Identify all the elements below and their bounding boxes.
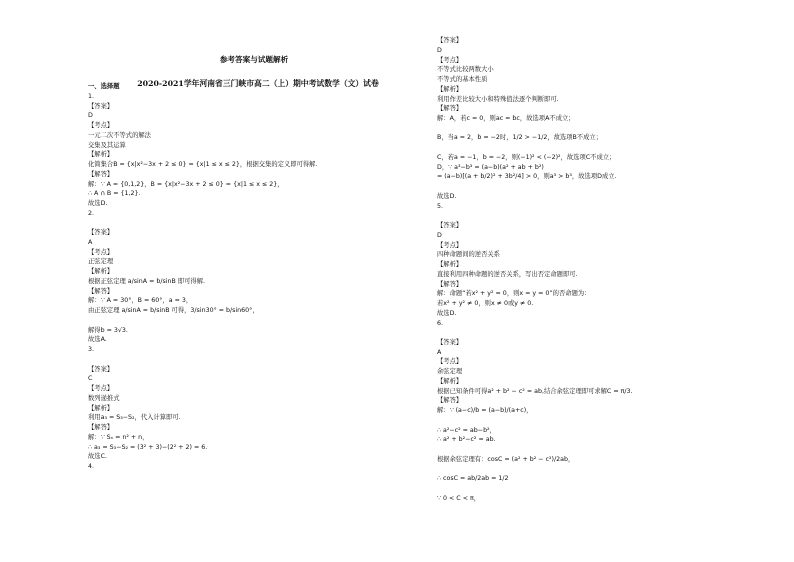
text-line: 由正弦定理 a/sinA = b/sinB 可得，3/sin30° = b/sin60°， xyxy=(88,307,259,315)
text-line: 【答案】 xyxy=(88,229,114,237)
text-line: 余弦定理 xyxy=(437,368,463,376)
text-line xyxy=(437,328,737,338)
text-line: 【考点】 xyxy=(88,248,114,256)
text-line: 解：∵ Sₙ = n² + n， xyxy=(88,433,149,441)
text-line: 解：∵ A = {0,1,2}，B = {x|x²−3x + 2 ≤ 0} = {x|1 ≤ x ≤ 2}， xyxy=(88,180,284,188)
section-heading: 一、选择题 xyxy=(88,83,120,90)
text-line: 1. xyxy=(88,92,95,100)
text-line: 【解析】 xyxy=(88,268,114,276)
text-line: ∵ 0 < C < π， xyxy=(437,494,481,502)
text-line: ∴ a² + b²−c² = ab. xyxy=(437,436,496,444)
text-line: 【解答】 xyxy=(437,105,463,113)
text-line: A xyxy=(437,348,442,356)
text-line xyxy=(437,124,737,134)
text-line: 【考点】 xyxy=(437,358,463,366)
text-line: 【解答】 xyxy=(437,397,463,405)
text-line: 不等式比较两数大小 xyxy=(437,66,494,74)
text-line: D xyxy=(88,112,93,120)
text-line: D，∵ a³−b³ = (a−b)(a² + ab + b²) xyxy=(437,163,544,171)
text-line: 【解析】 xyxy=(437,85,463,93)
text-line: 【解答】 xyxy=(437,280,463,288)
text-line: A xyxy=(88,238,93,246)
text-line xyxy=(88,316,388,326)
text-line: 【解析】 xyxy=(437,261,463,268)
text-line: 解：∵ A = 30°，B = 60°，a = 3， xyxy=(88,297,193,305)
text-line: 解：∵ (a−c)/b = (a−b)/(a+c)， xyxy=(437,407,533,415)
text-line: 4. xyxy=(88,463,95,471)
text-line: 【答案】 xyxy=(88,365,114,373)
text-line: 利用a₃ = S₃−S₂，代入计算即可. xyxy=(88,414,181,422)
text-line: ∴ a²−c² = ab−b²， xyxy=(437,426,496,434)
text-line: 解：命题“若x² + y² = 0，则x = y = 0”的否命题为： xyxy=(437,290,591,298)
text-line: 利用作差比较大小和特殊值法逐个判断即可. xyxy=(437,95,559,103)
text-line: 故选D. xyxy=(437,309,457,317)
text-line: 【解答】 xyxy=(88,287,114,295)
text-line: 【解答】 xyxy=(88,170,114,178)
text-line: 四种命题间的逆否关系 xyxy=(437,251,500,259)
text-line: ∴ a₃ = S₃−S₂ = (3² + 3)−(2² + 2) = 6. xyxy=(88,443,208,451)
text-line: 3. xyxy=(88,346,95,354)
text-line: 【答案】 xyxy=(88,102,114,110)
text-line xyxy=(437,484,737,494)
left-column xyxy=(88,52,388,472)
text-line: 【考点】 xyxy=(437,241,463,249)
text-line: 一元二次不等式的解法 xyxy=(88,131,151,139)
text-line: 5. xyxy=(437,202,444,210)
text-line: 故选D. xyxy=(437,192,457,200)
text-line: 2. xyxy=(88,209,95,217)
text-line: B，当a = 2，b = −2时，1/2 > −1/2，故选项B不成立； xyxy=(437,134,603,142)
text-line: 根据正弦定理 a/sinA = b/sinB 即可得解. xyxy=(88,277,206,285)
text-line: 正弦定理 xyxy=(88,258,114,266)
right-column xyxy=(437,36,737,503)
text-line xyxy=(88,355,388,365)
right-column-lines xyxy=(437,36,737,503)
text-line: 【答案】 xyxy=(437,37,463,44)
text-line: ∴ A ∩ B = {1,2}. xyxy=(88,190,141,198)
text-line: 【答案】 xyxy=(437,222,463,229)
text-line: 根据已知条件可得a² + b² − c² = ab,结合余弦定理即可求解C = π/3. xyxy=(437,387,633,395)
text-line: C xyxy=(88,375,93,383)
text-line xyxy=(437,182,737,192)
text-line: 【答案】 xyxy=(437,338,463,346)
text-line: 交集及其运算 xyxy=(88,141,126,149)
page-title: 参考答案与试题解析 xyxy=(219,55,289,64)
text-line: ∴ cosC = ab/2ab = 1/2 xyxy=(437,475,509,483)
text-line: 若x² + y² ≠ 0，则x ≠ 0或y ≠ 0. xyxy=(437,300,534,307)
text-line: 故选D. xyxy=(88,200,108,207)
text-line: 【解析】 xyxy=(437,377,463,385)
text-line xyxy=(437,211,737,221)
text-line xyxy=(437,465,737,475)
text-line: 根据余弦定理有：cosC = (a² + b² − c²)/2ab， xyxy=(437,455,575,463)
text-line xyxy=(437,416,737,426)
exam-subtitle: 2020-2021学年河南省三门峡市高二（上）期中考试数学（文）试卷 xyxy=(137,79,379,88)
text-line: 【解析】 xyxy=(88,404,114,412)
text-line: D xyxy=(437,231,442,239)
text-line: 【考点】 xyxy=(88,385,114,393)
text-line: 【考点】 xyxy=(437,56,463,64)
text-line: 【考点】 xyxy=(88,122,114,129)
text-line: 直接利用四种命题的逆否关系，写出否定命题即可. xyxy=(437,270,578,278)
text-line: 故选A. xyxy=(88,336,107,344)
text-line: 不等式的基本性质 xyxy=(437,76,488,83)
text-line: 数列递推式 xyxy=(88,394,120,402)
text-line xyxy=(437,143,737,153)
text-line: 【解答】 xyxy=(88,424,114,432)
text-line: D xyxy=(437,46,442,54)
text-line xyxy=(88,219,388,229)
text-line: 解得b = 3√3. xyxy=(88,326,128,334)
text-line: 解：A，若c = 0，则ac = bc，故选项A不成立； xyxy=(437,115,575,122)
left-column-lines xyxy=(88,92,388,472)
text-line: C，若a = −1，b = −2，则(−1)² < (−2)²，故选项C不成立； xyxy=(437,153,616,161)
text-line: 化简集合B = {x|x²−3x + 2 ≤ 0} = {x|1 ≤ x ≤ 2}，根据交集的定义即可得解. xyxy=(88,161,318,168)
text-line: 【解析】 xyxy=(88,151,114,159)
text-line: 故选C. xyxy=(88,453,107,461)
text-line: = (a−b)[(a + b/2)² + 3b²/4] > 0，则a³ > b³，故选项D成立. xyxy=(437,173,617,181)
text-line: 6. xyxy=(437,319,444,327)
text-line xyxy=(437,445,737,455)
